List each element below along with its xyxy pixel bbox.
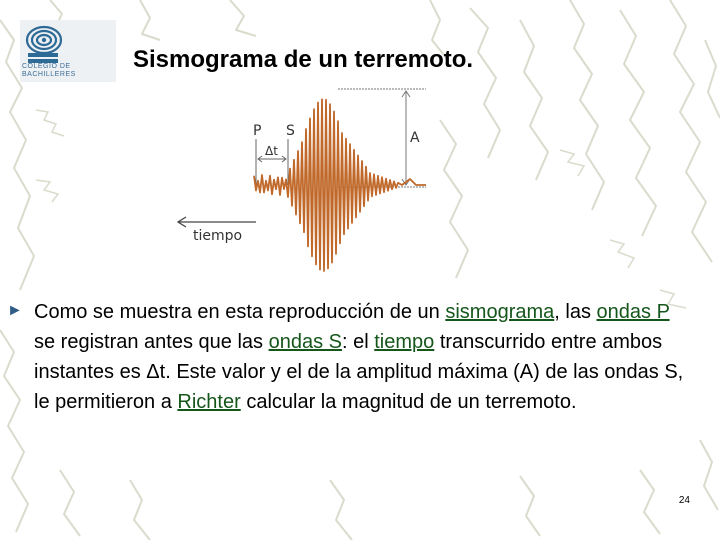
link-sismograma[interactable]: sismograma (445, 301, 555, 323)
link-richter[interactable]: Richter (177, 391, 241, 413)
text-segment: transcurrido entre ambos instantes es Δt. Este valor y el de la amplitud máxima (A) de las ondas S, le permitieron a (34, 331, 684, 413)
label-s: S (286, 123, 295, 139)
label-p: P (253, 123, 262, 139)
label-delta-t: Δt (265, 144, 278, 158)
link-tiempo[interactable]: tiempo (374, 331, 435, 353)
seismogram-figure (170, 85, 440, 285)
body-paragraph (34, 297, 684, 417)
slide-title: Sismograma de un terremoto. (133, 46, 474, 73)
seismogram-trace (254, 99, 426, 271)
text-segment: : el (341, 331, 375, 353)
page-number: 24 (678, 495, 690, 506)
time-axis (178, 217, 256, 227)
label-tiempo: tiempo (193, 228, 243, 244)
text-segment: calcular la magnitud de un terremoto. (240, 391, 577, 413)
link-ondas-s[interactable]: ondas S (268, 331, 342, 353)
label-amplitude: A (410, 130, 420, 146)
text-segment: , las (554, 301, 597, 323)
logo-text-line1: COLEGIO DE (22, 63, 71, 70)
link-ondas-p[interactable]: ondas P (596, 301, 670, 323)
text-segment: se registran antes que las (34, 331, 269, 353)
bullet-arrow-icon: ► (7, 302, 23, 319)
text-segment: Como se muestra en esta reproducción de un (34, 301, 446, 323)
logo-text-line2: BACHILLERES (22, 71, 76, 78)
